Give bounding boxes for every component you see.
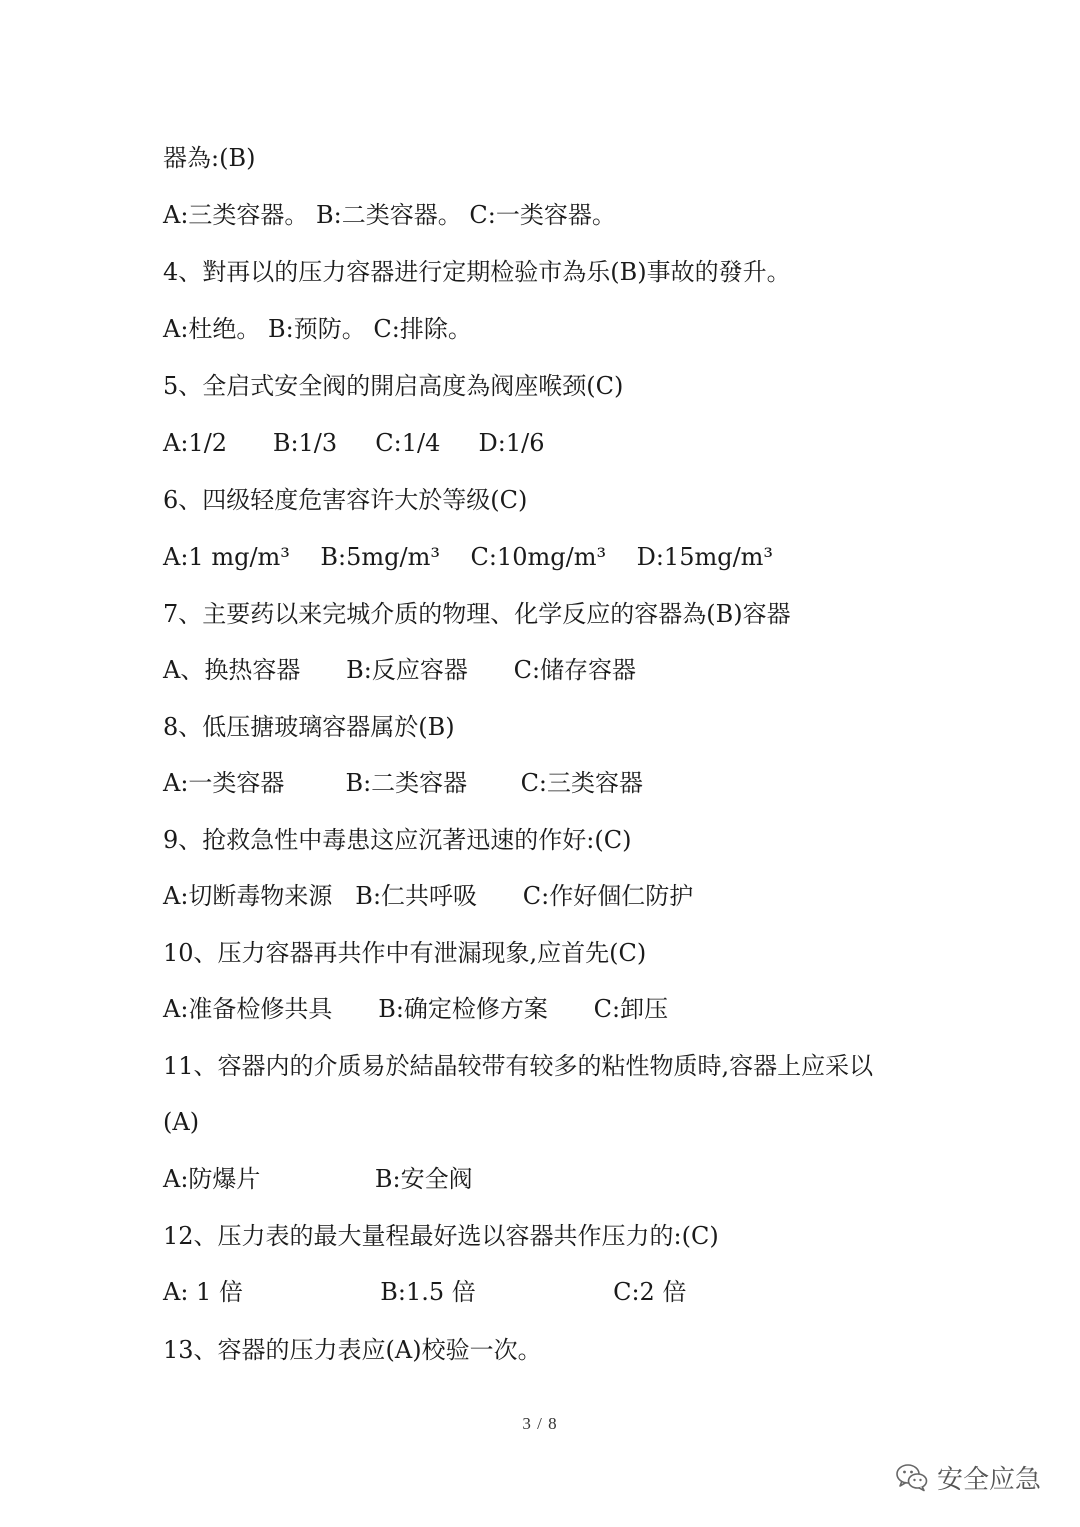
- wechat-icon: [895, 1460, 929, 1494]
- text-line: 13、容器的压力表应(A)校验一次。: [163, 1336, 542, 1364]
- text-line: A: 1 倍 B:1.5 倍 C:2 倍: [163, 1278, 687, 1306]
- text-line: A:1 mg/m³ B:5mg/m³ C:10mg/m³ D:15mg/m³: [163, 543, 774, 571]
- text-line: (A): [163, 1108, 200, 1136]
- text-line: 10、压力容器再共作中有泄漏现象,应首先(C): [163, 939, 647, 967]
- text-line: 8、低压搪玻璃容器属於(B): [163, 713, 455, 741]
- text-line: A:杜绝。 B:预防。 C:排除。: [163, 315, 472, 343]
- text-line: 9、抢救急性中毒患这应沉著迅速的作好:(C): [163, 826, 632, 854]
- text-line: 11、容器内的介质易於結晶较带有较多的粘性物质時,容器上应采以: [163, 1052, 874, 1080]
- text-line: A:1/2 B:1/3 C:1/4 D:1/6: [163, 429, 545, 457]
- text-line: A:准备检修共具 B:确定检修方案 C:卸压: [163, 995, 669, 1023]
- text-line: A:一类容器 B:二类容器 C:三类容器: [163, 769, 644, 797]
- watermark-text: 安全应急: [937, 1464, 1042, 1495]
- text-line: 12、压力表的最大量程最好选以容器共作压力的:(C): [163, 1222, 719, 1250]
- text-line: 6、四级轻度危害容许大於等级(C): [163, 486, 528, 514]
- text-line: 4、對再以的压力容器进行定期检验市為乐(B)事故的發升。: [163, 258, 791, 286]
- text-line: A、换热容器 B:反应容器 C:储存容器: [163, 656, 637, 684]
- page-number: 3 / 8: [522, 1414, 558, 1433]
- text-line: A:三类容器。 B:二类容器。 C:一类容器。: [163, 201, 616, 229]
- text-line: 5、全启式安全阀的開启高度為阀座喉颈(C): [163, 372, 624, 400]
- text-line: A:防爆片 B:安全阀: [163, 1165, 473, 1193]
- text-line: 7、主要药以来完城介质的物理、化学反应的容器為(B)容器: [163, 600, 791, 628]
- text-line: 器為:(B): [163, 144, 256, 172]
- watermark: [895, 1452, 1041, 1502]
- text-line: A:切断毒物来源 B:仁共呼吸 C:作好個仁防护: [163, 882, 694, 910]
